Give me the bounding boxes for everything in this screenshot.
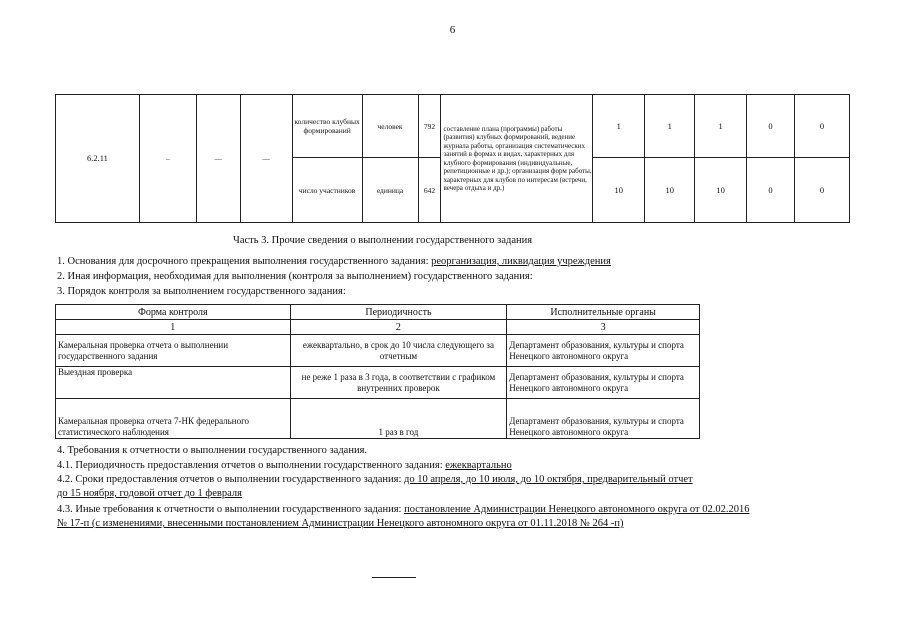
item-1-value: реорганизация, ликвидация учреждения — [431, 256, 611, 267]
item-4-1-value: ежеквартально — [445, 460, 512, 471]
indicator-cell: число участников — [292, 158, 362, 223]
unit-cell: человек — [362, 95, 418, 158]
item-4-2 — [57, 474, 693, 485]
item-2: 2. Иная информация, необходимая для выполнения (контроля за выполнением) государственного задания: — [57, 271, 533, 282]
item-4-3-value-cont: № 17-п (с изменениями, внесенными постановлением Администрации Ненецкого автономного округа от 01.11.2018 № 264 -п) — [57, 518, 624, 529]
column-number: 3 — [507, 320, 700, 335]
value-cell: 0 — [747, 158, 795, 223]
indicator-cell: количество клубных формирований — [292, 95, 362, 158]
column-header: Форма контроля — [56, 305, 291, 320]
table-row — [56, 335, 700, 367]
item-3: 3. Порядок контроля за выполнением государственного задания: — [57, 286, 346, 297]
closing-rule — [372, 577, 416, 578]
item-4: 4. Требования к отчетности о выполнении государственного задания. — [57, 445, 368, 456]
column-header: Периодичность — [290, 305, 507, 320]
item-4-3-value: постановление Администрации Ненецкого автономного округа от 02.02.2016 — [404, 504, 750, 515]
item-1-label: 1. Основания для досрочного прекращения выполнения государственного задания: — [57, 256, 429, 267]
indicators-table — [55, 94, 850, 223]
control-organ-cell: Департамент образования, культуры и спорта Ненецкого автономного округа — [507, 367, 700, 399]
item-1 — [57, 256, 611, 267]
column-number: 2 — [290, 320, 507, 335]
control-period-cell: ежеквартально, в срок до 10 числа следующего за отчетным — [290, 335, 507, 367]
item-4-3-label: 4.3. Иные требования к отчетности о выполнении государственного задания: — [57, 504, 402, 515]
control-organ-cell: Департамент образования, культуры и спорта Ненецкого автономного округа — [507, 335, 700, 367]
table-number-row — [56, 320, 700, 335]
value-cell: 10 — [593, 158, 645, 223]
value-cell: 0 — [795, 95, 850, 158]
item-4-3 — [57, 504, 749, 515]
control-form-cell: Камеральная проверка отчета о выполнении государственного задания — [56, 335, 291, 367]
value-cell: 0 — [747, 95, 795, 158]
table-row — [56, 95, 850, 158]
part3-title: Часть 3. Прочие сведения о выполнении государственного задания — [233, 235, 533, 246]
control-period-cell: не реже 1 раза в 3 года, в соответствии с графиком внутренних проверок — [290, 367, 507, 399]
item-4-2-value-cont: до 15 ноября, годовой отчет до 1 февраля — [57, 488, 242, 499]
value-cell: 10 — [645, 158, 695, 223]
table-row — [56, 367, 700, 399]
control-form-cell: Камеральная проверка отчета 7-НК федерального статистического наблюдения — [56, 399, 291, 439]
control-form-cell: Выездная проверка — [56, 367, 291, 399]
value-cell: 1 — [645, 95, 695, 158]
column-header: Исполнительные органы — [507, 305, 700, 320]
value-cell: 1 — [695, 95, 747, 158]
dash-cell: — — [240, 95, 292, 223]
dash-cell: — — [196, 95, 240, 223]
page-number: 6 — [449, 24, 456, 36]
unit-cell: единица — [362, 158, 418, 223]
control-table — [55, 304, 700, 439]
table-row — [56, 399, 700, 439]
value-cell: 1 — [593, 95, 645, 158]
item-4-1-label: 4.1. Периодичность предоставления отчетов о выполнении государственного задания: — [57, 460, 443, 471]
item-4-2-value: до 10 апреля, до 10 июля, до 10 октября, предварительный отчет — [404, 474, 693, 485]
item-4-2-label: 4.2. Сроки предоставления отчетов о выполнении государственного задания: — [57, 474, 402, 485]
dash-cell: – — [139, 95, 196, 223]
control-period-cell: 1 раз в год — [290, 399, 507, 439]
code-cell: 642 — [418, 158, 441, 223]
value-cell: 0 — [795, 158, 850, 223]
row-id-cell: 6.2.11 — [56, 95, 140, 223]
value-cell: 10 — [695, 158, 747, 223]
table-header-row — [56, 305, 700, 320]
item-4-1 — [57, 460, 512, 471]
code-cell: 792 — [418, 95, 441, 158]
column-number: 1 — [56, 320, 291, 335]
description-cell: составление плана (программы) работы (развития) клубных формирований, ведение журнала работы, организация систематических занятий в формах и видах, характерных для клубного формирования (индивидуальные, репетиционные и др.); организация форм работы, характерных для клубов по интересам (встречи, вечера отдыха и др.) — [441, 95, 593, 223]
control-organ-cell: Департамент образования, культуры и спорта Ненецкого автономного округа — [507, 399, 700, 439]
